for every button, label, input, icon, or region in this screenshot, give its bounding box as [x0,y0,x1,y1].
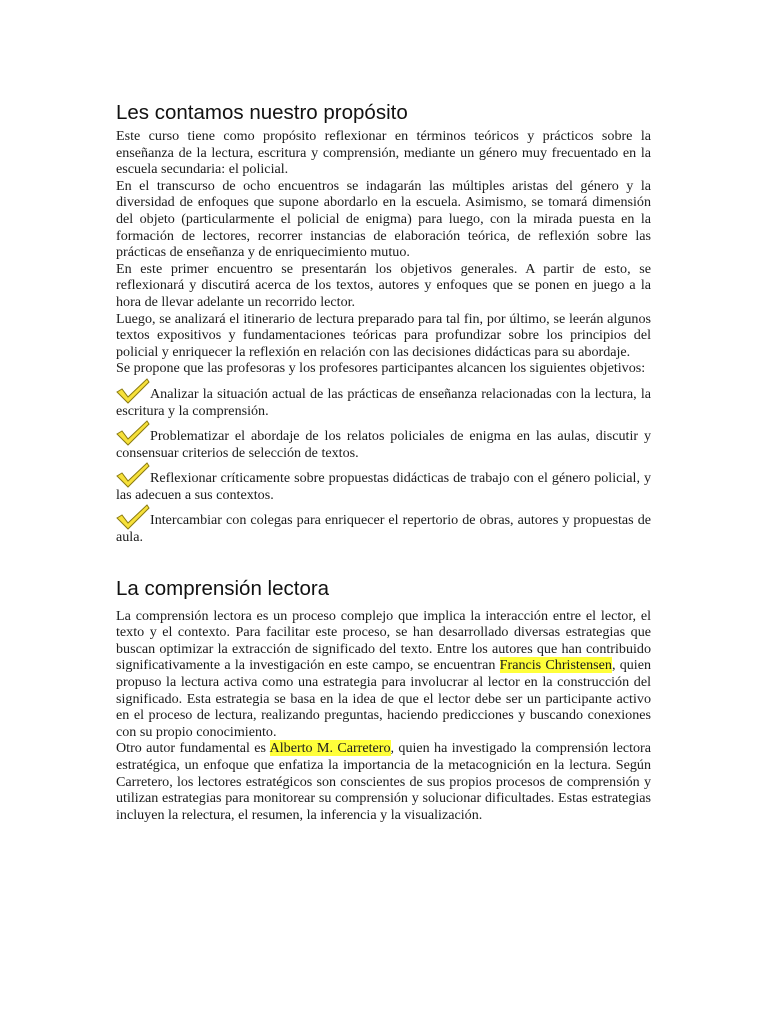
text-run: , quien propuso la lectura activa como una estrategia para involucrar al lector en la construcción del significado. Esta estrategia se basa en la idea de que el lector debe ser un participante activo en el proceso de lectura, realizando preguntas, haciendo predicciones y buscando conexiones con su propio conocimiento. [116,657,652,740]
paragraph-3: En este primer encuentro se presentarán los objetivos generales. A partir de esto, se reflexionará y discutirá acerca de los textos, autores y enfoques que se ponen en juego a la hora de llevar adelante un recorrido lector. [116,260,651,310]
section-heading-proposito: Les contamos nuestro propósito [116,101,408,124]
objective-text: Reflexionar críticamente sobre propuestas didácticas de trabajo con el género policial, y las adecuen a sus contextos. [116,470,651,503]
section-heading-comprension: La comprensión lectora [116,576,330,600]
objective-item [116,386,651,419]
objective-item [116,470,651,503]
text-run: Otro autor fundamental es [116,740,270,757]
checkmark-icon [116,378,150,404]
checkmark-icon [116,420,150,446]
objective-item [116,512,651,545]
highlighted-author: Francis Christensen [499,657,612,674]
text-run: , quien ha investigado la comprensión lectora estratégica, un enfoque que enfatiza la importancia de la metacognición en la lectura. Según Carretero, los lectores estratégicos son conscientes de sus propios procesos de comprensión y utilizan estrategias para monitorear su comprensión y solucionar dificultades. Estas estrategias incluyen la relectura, el resumen, la inferencia y la visualización. [116,740,651,823]
paragraph-2: En el transcurso de ocho encuentros se indagarán las múltiples aristas del género y la diversidad de enfoques que supone abordarlo en la escuela. Asimismo, se tomará dimensión del objeto (particularmente el policial de enigma) para luego, con la mirada puesta en la formación de lectores, recorrer instancias de elaboración teórica, de reflexión sobre las prácticas de enseñanza y de enriquecimiento mutuo. [116,177,651,261]
paragraph-comprension-2 [116,740,651,823]
paragraph-1: Este curso tiene como propósito reflexionar en términos teóricos y prácticos sobre la enseñanza de la lectura, escritura y comprensión, mediante un género muy frecuentado en la escuela secundaria: el policial. [116,128,651,178]
objective-text: Analizar la situación actual de las prácticas de enseñanza relacionadas con la lectura, la escritura y la comprensión. [116,385,651,419]
paragraph-4: Luego, se analizará el itinerario de lectura preparado para tal fin, por último, se leerán algunos textos expositivos y fundamentaciones teóricas para profundizar sobre los principios del policial y enriquecer la reflexión en relación con las decisiones didácticas para su abordaje. [116,310,651,360]
highlighted-author: Alberto M. Carretero [269,740,391,757]
objective-text: Intercambiar con colegas para enriquecer el repertorio de obras, autores y propuestas de aula. [116,512,651,546]
checkmark-icon [116,462,150,488]
text-run: La comprensión lectora es un proceso complejo que implica la interacción entre el lector, el texto y el contexto. Para facilitar este proceso, se han desarrollado diversas estrategias que buscan optimizar la extracción de significado del texto. Entre los autores que han contribuido significativamente a la investigación en este campo, se encuentran [116,607,651,674]
paragraph-comprension-1 [116,608,651,741]
objective-item [116,428,651,461]
paragraph-5: Se propone que las profesoras y los profesores participantes alcancen los siguientes objetivos: [116,360,646,377]
checkmark-icon [116,504,150,530]
objective-text: Problematizar el abordaje de los relatos policiales de enigma en las aulas, discutir y consensuar criterios de selección de textos. [116,428,651,461]
